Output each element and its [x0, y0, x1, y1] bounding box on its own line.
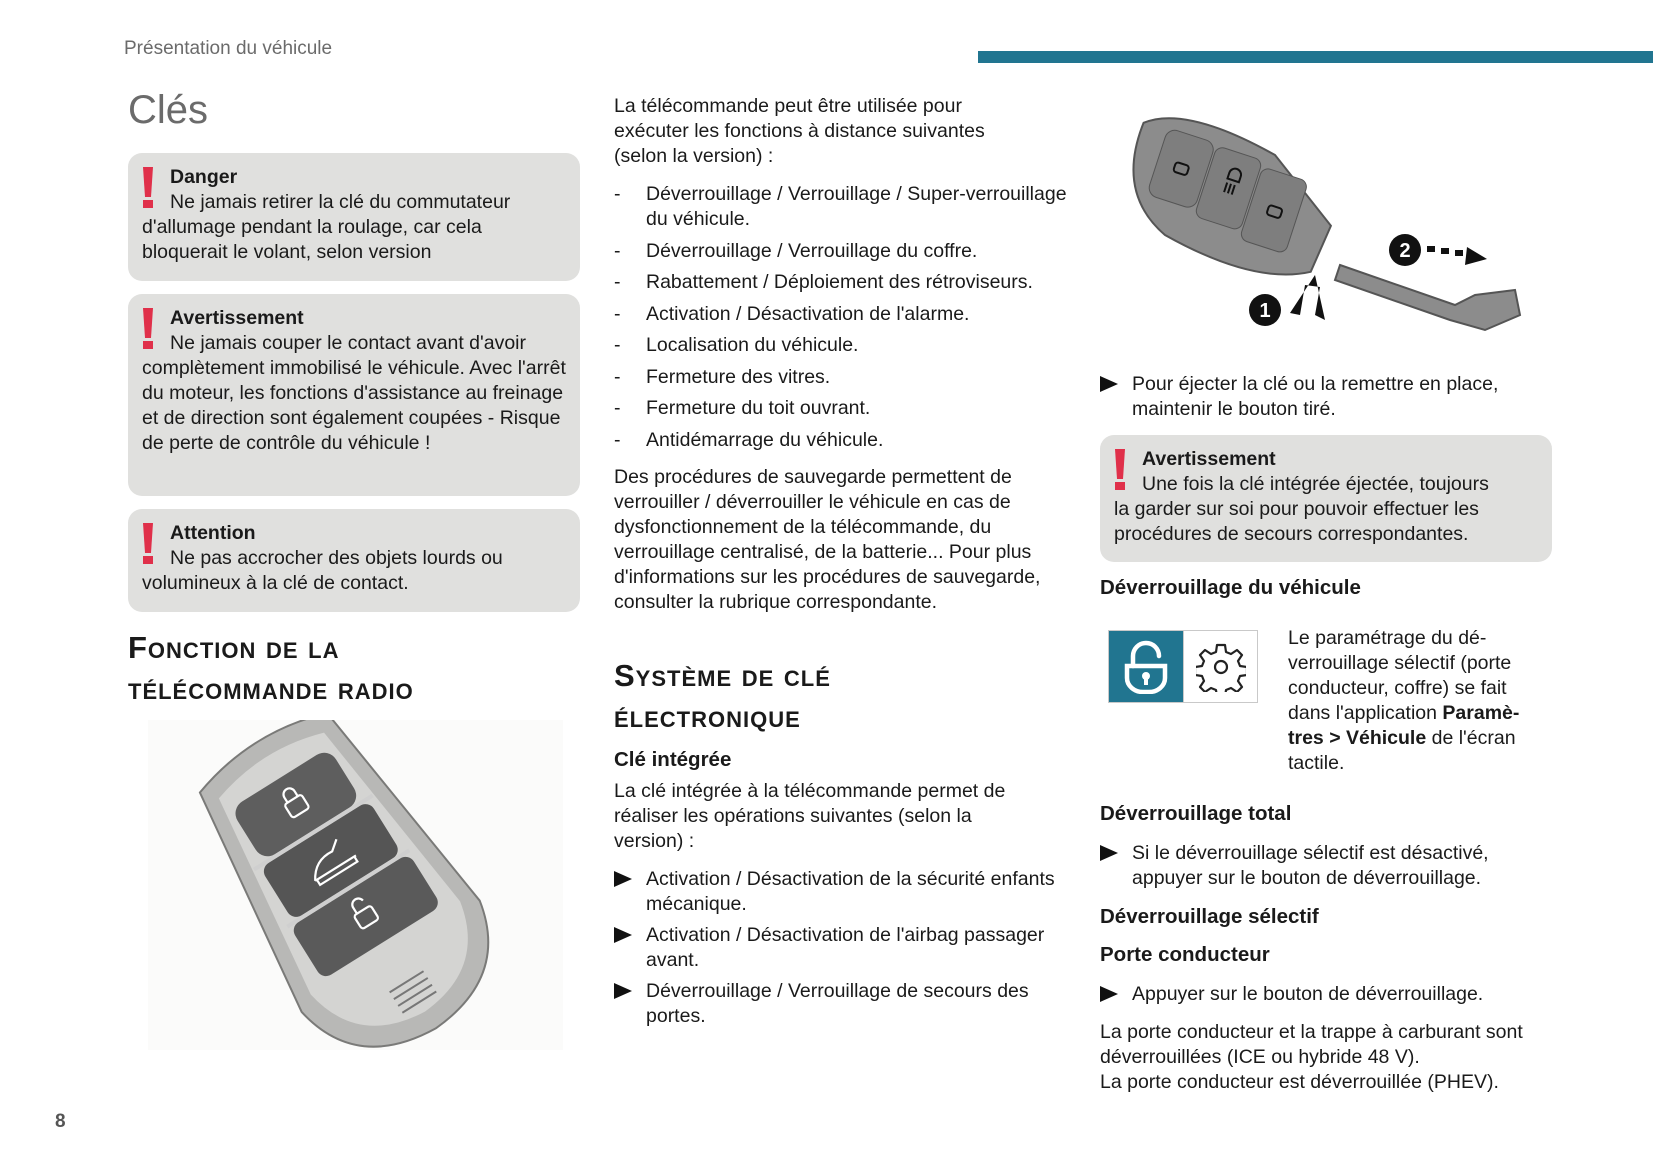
- remote-functions-list: [614, 182, 1074, 459]
- note-text: la garder sur soi pour pouvoir effectuer les procédures de secours correspondantes.: [1114, 498, 1479, 545]
- note-title: Avertissement: [170, 307, 304, 329]
- note-text-first-line: Ne jamais couper le contact avant d'avoir: [170, 332, 526, 354]
- list-item: - Fermeture des vitres.: [614, 365, 831, 388]
- section-title-electronic-key: [614, 655, 1074, 737]
- key-fob-illustration: [148, 720, 563, 1050]
- list-item: Activation / Désactivation de la sécurité enfants mécanique.: [614, 867, 1074, 917]
- triangle-bullet-icon: [1100, 986, 1118, 1002]
- note-text-first-line: Ne pas accrocher des objets lourds ou: [170, 547, 503, 569]
- section-title-line: Système de clé: [614, 658, 831, 693]
- list-item: Si le déverrouillage sélectif est désactivé, appuyer sur le bouton de déverrouillage.: [1100, 841, 1552, 891]
- running-head: Présentation du véhicule: [124, 38, 333, 59]
- list-item: Pour éjecter la clé ou la remettre en place, maintenir le bouton tiré.: [1100, 372, 1552, 422]
- remote-intro: La télécommande peut être utilisée pour exécuter les fonctions à distance suivantes (selon la version) :: [614, 95, 985, 167]
- unlock-icon: [1109, 631, 1183, 702]
- warning-exclamation-icon: [1112, 449, 1126, 491]
- sub-title-selective-unlock: Déverrouillage sélectif: [1100, 905, 1319, 928]
- warning-exclamation-icon: [140, 523, 154, 565]
- settings-icon-group: [1108, 630, 1258, 703]
- warning-exclamation-icon: [140, 167, 154, 209]
- list-item: - Activation / Désactivation de l'alarme.: [614, 302, 970, 325]
- note-text-first-line: Ne jamais retirer la clé du commutateur: [170, 191, 511, 213]
- sub-title-unlocking: Déverrouillage du véhicule: [1100, 576, 1361, 599]
- integrated-key-warning-note: [1100, 435, 1552, 562]
- section-title-line: télécommande radio: [128, 671, 414, 706]
- triangle-bullet-icon: [614, 983, 632, 999]
- note-text: volumineux à la clé de contact.: [142, 572, 409, 594]
- selective-unlock-settings-text: Le paramétrage du dé-verrouillage sélectif (porte conducteur, coffre) se fait dans l'application Paramè-tres > Véhicule de l'écran tactile.: [1288, 627, 1520, 774]
- note-text-first-line: Une fois la clé intégrée éjectée, toujours: [1142, 473, 1489, 495]
- key-eject-illustration: [1115, 115, 1535, 345]
- triangle-bullet-icon: [614, 871, 632, 887]
- section-title-remote: [128, 627, 588, 709]
- list-item: - Déverrouillage / Verrouillage / Super-verrouillage du véhicule.: [614, 183, 1067, 230]
- list-item: Déverrouillage / Verrouillage de secours des portes.: [614, 979, 1074, 1029]
- triangle-bullet-icon: [1100, 376, 1118, 392]
- list-item: Activation / Désactivation de l'airbag passager avant.: [614, 923, 1074, 973]
- eject-steps: [1100, 372, 1552, 428]
- total-unlock-steps: [1100, 841, 1552, 897]
- note-title: Avertissement: [1142, 448, 1276, 470]
- sub-title-integrated-key: Clé intégrée: [614, 748, 732, 771]
- svg-text:2: 2: [1399, 240, 1411, 262]
- note-title: Danger: [170, 166, 238, 188]
- integrated-key-intro: La clé intégrée à la télécommande permet de réaliser les opérations suivantes (selon la version) :: [614, 780, 1006, 852]
- note-text: d'allumage pendant la roulage, car cela bloquerait le volant, selon version: [142, 216, 482, 263]
- triangle-bullet-icon: [614, 927, 632, 943]
- list-item: - Antidémarrage du véhicule.: [614, 428, 884, 451]
- list-item: - Rabattement / Déploiement des rétroviseurs.: [614, 271, 1033, 293]
- gear-icon: [1183, 631, 1257, 702]
- header-accent-bar: [978, 51, 1653, 63]
- warning-exclamation-icon: [140, 308, 154, 350]
- sub-title-driver-door: Porte conducteur: [1100, 943, 1270, 966]
- note-title: Attention: [170, 522, 256, 544]
- triangle-bullet-icon: [1100, 845, 1118, 861]
- note-text: complètement immobilisé le véhicule. Avec l'arrêt du moteur, les fonctions d'assistance au freinage et de direction sont également coupées - Risque de perte de contrôle du véhicule !: [142, 357, 566, 454]
- list-item: Appuyer sur le bouton de déverrouillage.: [1100, 982, 1552, 1007]
- page-number: 8: [55, 1111, 66, 1132]
- section-title-line: électronique: [614, 699, 801, 734]
- driver-door-text: La porte conducteur et la trappe à carburant sont déverrouillées (ICE ou hybride 48 V). La porte conducteur est déverrouillée (PHEV).: [1100, 1021, 1523, 1093]
- section-title-line: Fonction de la: [128, 630, 340, 665]
- page-title: Clés: [128, 88, 209, 132]
- integrated-key-operations-list: [614, 867, 1074, 1035]
- warning-note: [128, 294, 580, 496]
- backup-procedures-text: Des procédures de sauvegarde permettent de verrouiller / déverrouiller le véhicule en cas de dysfonctionnement de la télécommande, du verrouillage centralisé, de la batterie... Pour plus d'informations sur les procédures de sauvegarde, consulter la rubrique correspondante.: [614, 466, 1041, 613]
- list-item: - Déverrouillage / Verrouillage du coffre.: [614, 239, 978, 262]
- attention-note: [128, 509, 580, 612]
- svg-text:1: 1: [1259, 300, 1271, 322]
- list-item: - Localisation du véhicule.: [614, 334, 859, 356]
- list-item: - Fermeture du toit ouvrant.: [614, 397, 871, 419]
- danger-note: [128, 153, 580, 281]
- sub-title-total-unlock: Déverrouillage total: [1100, 802, 1292, 825]
- driver-door-steps: [1100, 982, 1552, 1013]
